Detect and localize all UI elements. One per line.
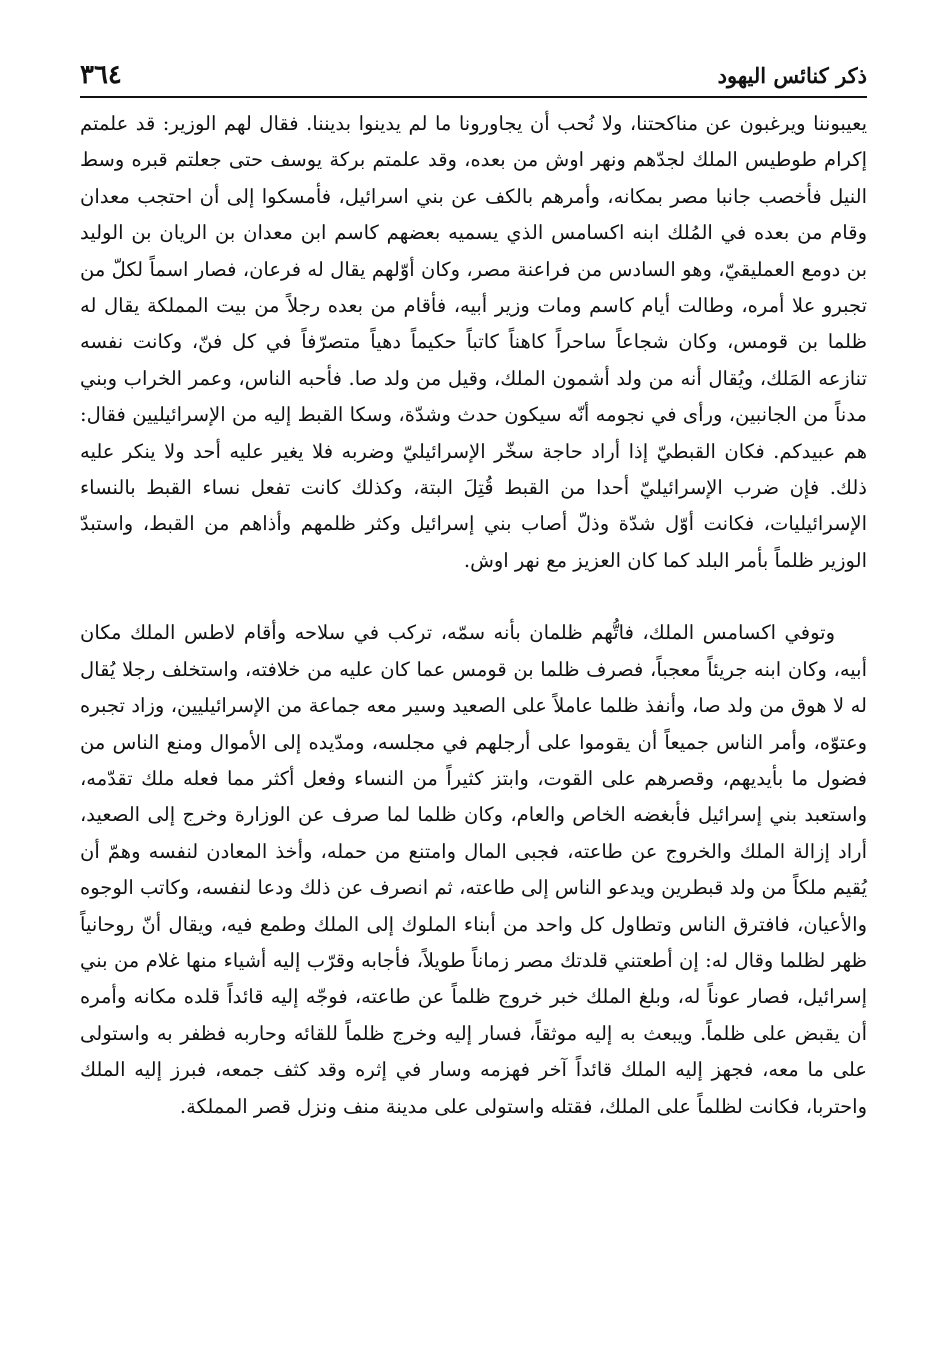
page-header <box>80 54 867 90</box>
body-text <box>80 106 867 1125</box>
paragraph-2: وتوفي اكسامس الملك، فاتُّهم ظلمان بأنه سمّه، تركب في سلاحه وأقام لاطس الملك مكان أبيه، وكان ابنه جريئاً معجباً، فصرف ظلما بن قومس عما كان عليه من خلافته، واستخلف رجلا يُقال له لا هوق من ولد صا، وأنفذ ظلما عاملاً على الصعيد وسير معه جماعة من الإسرائيليين، وزاد تجبره وعتوّه، وأمر الناس جميعاً أن يقوموا على أرجلهم في مجلسه، ومدّيده إلى الأموال ومنع الناس من فضول ما بأيديهم، وقصرهم على القوت، وابتز كثيراً من النساء وفعل أكثر مما فعله ملك تقدّمه، واستعبد بني إسرائيل فأبغضه الخاص والعام، وكان ظلما لما صرف عن الوزارة وخرج إلى الصعيد، أراد إزالة الملك والخروج عن طاعته، فجبى المال وامتنع من حمله، وأخذ المعادن لنفسه وهمّ أن يُقيم ملكاً من ولد قبطرين ويدعو الناس إلى طاعته، ثم انصرف عن ذلك ودعا لنفسه، وكاتب الوجوه والأعيان، فافترق الناس وتطاول كل واحد من أبناء الملوك إلى الملك وطمع فيه، ويقال أنّ روحانياً ظهر لظلما وقال له: إن أطعتني قلدتك مصر زماناً طويلاً، فأجابه وقرّب إليه أشياء منها غلام من بني إسرائيل، فصار عوناً له، وبلغ الملك خبر خروج ظلماً عن طاعته، فوجّه إليه قائداً قلده مكانه وأمره أن يقبض على ظلماً. ويبعث به إليه موثقاً، فسار إليه وخرج ظلماً للقائه وحاربه فظفر به واستولى على ما معه، فجهز إليه الملك قائداً آخر فهزمه وسار في إثره وقد كثف جمعه، فبرز إليه الملك واحتربا، فكانت لظلماً على الملك، فقتله واستولى على مدينة منف ونزل قصر المملكة. <box>80 621 867 1118</box>
paragraph-1: يعيبوننا ويرغبون عن مناكحتنا، ولا نُحب أن يجاورونا ما لم يدينوا بديننا. فقال لهم الوزير: قد علمتم إكرام طوطيس الملك لجدّهم ونهر اوش من بعده، وقد علمتم بركة يوسف حتى جعلتم قبره وسط النيل فأخصب جانبا مصر بمكانه، وأمرهم بالكف عن بني اسرائيل، فأمسكوا إلى أن احتجب معدان وقام من بعده في المُلك ابنه اكسامس الذي يسميه بعضهم كاسم ابن معدان بن الريان بن الوليد بن دومع العمليقيّ، وهو السادس من فراعنة مصر، وكان أوّلهم يقال له فرعان، فصار اسماً لكلّ من تجبرو علا أمره، وطالت أيام كاسم ومات وزير أبيه، فأقام من بعده رجلاً من بيت المملكة يقال له ظلما بن قومس، وكان شجاعاً ساحراً كاهناً كاتباً حكيماً دهياً متصرّفاً في كل فنّ، وكانت نفسه تنازعه المَلك، ويُقال أنه من ولد أشمون الملك، وقيل من ولد صا. فأحبه الناس، وعمر الخراب وبني مدناً من الجانبين، ورأى في نجومه أنّه سيكون حدث وشدّة، وسكا القبط إليه من الإسرائيليين فقال: هم عبيدكم. فكان القبطيّ إذا أراد حاجة سخّر الإسرائيليّ وضربه فلا يغير عليه أحد ولا ينكر عليه ذلك. فإن ضرب الإسرائيليّ أحدا من القبط قُتِلَ البتة، وكذلك كانت تفعل نساء القبط بالنساء الإسرائيليات، فكانت أوّل شدّة وذلّ أصاب بني إسرائيل وكثر ظلمهم وأذاهم من القبط، واستبدّ الوزير ظلماً بأمر البلد كما كان العزيز مع نهر اوش. <box>80 112 867 572</box>
header-divider <box>80 96 867 98</box>
page-number: ٣٦٤ <box>80 60 122 90</box>
running-title: ذكر كنائس اليهود <box>717 63 867 88</box>
paragraph-spacer <box>80 579 867 615</box>
